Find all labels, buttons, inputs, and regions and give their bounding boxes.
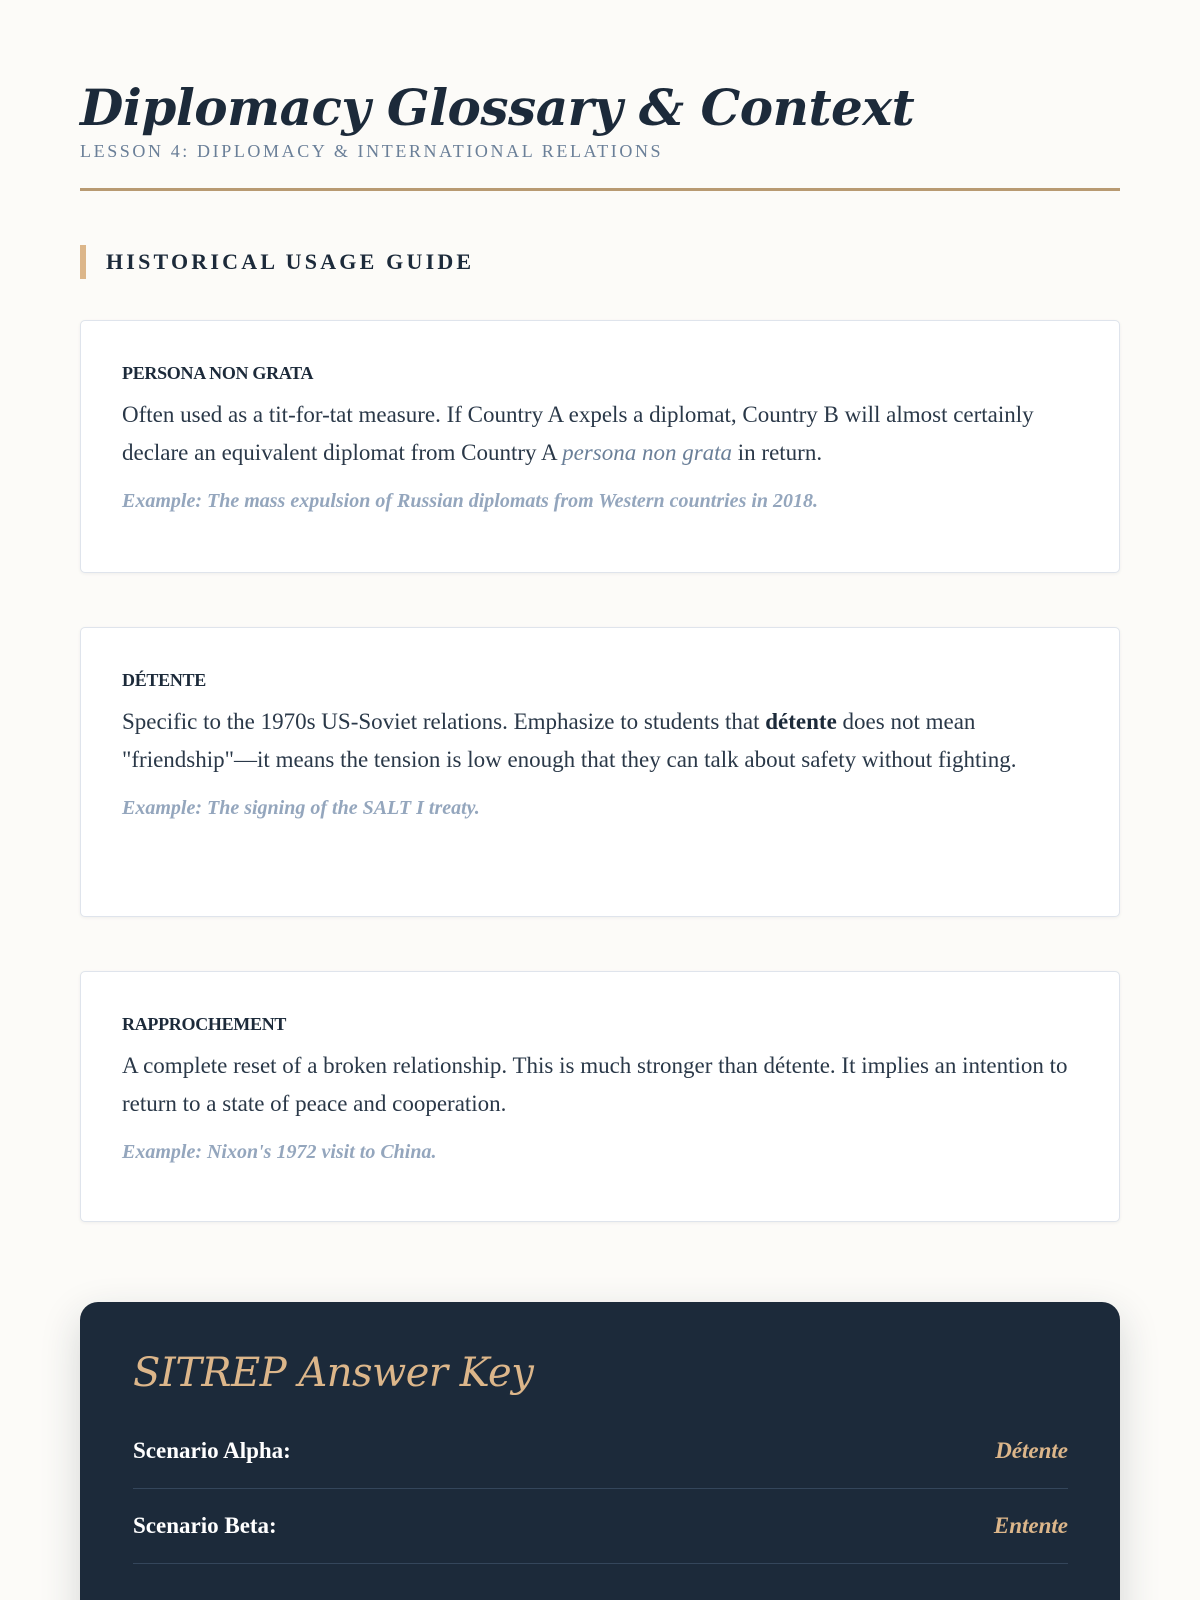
description-bold: détente (765, 708, 837, 734)
description-emphasis: persona non grata (562, 439, 733, 465)
glossary-term: RAPPROCHEMENT (122, 1013, 287, 1034)
section-heading (80, 245, 1120, 279)
description-text: does not mean "friendship"—it means the tension is low enough that they can talk about safety without fighting. (122, 708, 1017, 772)
glossary-card-rapprochement (80, 971, 1120, 1222)
glossary-card-detente (80, 627, 1120, 917)
description-text: Often used as a tit-for-tat measure. If Country A expels a diplomat, Country B will almost certainly declare an equivalent diplomat from Country A (122, 401, 1034, 465)
scenario-answer: Détente (995, 1437, 1068, 1463)
scenario-label: Scenario Alpha: (133, 1437, 291, 1463)
header-divider (80, 188, 1120, 191)
glossary-example: Example: The mass expulsion of Russian diplomats from Western countries in 2018. (122, 489, 819, 512)
scenario-answer: Entente (993, 1512, 1068, 1538)
section-accent-bar (80, 245, 86, 279)
glossary-example: Example: The signing of the SALT I treaty. (122, 796, 480, 819)
answer-key-row (133, 1414, 1068, 1489)
page-title: Diplomacy Glossary & Context (80, 78, 915, 137)
answer-key-panel (80, 1302, 1120, 1600)
glossary-term: PERSONA NON GRATA (122, 362, 314, 383)
answer-key-row (133, 1489, 1068, 1564)
lesson-subtitle: LESSON 4: DIPLOMACY & INTERNATIONAL RELATIONS (80, 140, 664, 161)
lesson-page (80, 0, 1120, 1600)
glossary-card-persona-non-grata (80, 320, 1120, 573)
scenario-label: Scenario Beta: (133, 1512, 277, 1538)
glossary-term: DÉTENTE (122, 669, 206, 690)
glossary-description: A complete reset of a broken relationship. This is much stronger than détente. It implies an intention to return to a state of peace and cooperation. (122, 1052, 1068, 1116)
section-title: HISTORICAL USAGE GUIDE (106, 248, 475, 274)
description-text: Specific to the 1970s US-Soviet relations. Emphasize to students that (122, 708, 766, 734)
glossary-description (122, 396, 1079, 472)
glossary-description (122, 703, 1079, 779)
description-text: in return. (732, 439, 823, 465)
glossary-example: Example: Nixon's 1972 visit to China. (122, 1140, 437, 1163)
answer-key-title: SITREP Answer Key (133, 1349, 534, 1396)
